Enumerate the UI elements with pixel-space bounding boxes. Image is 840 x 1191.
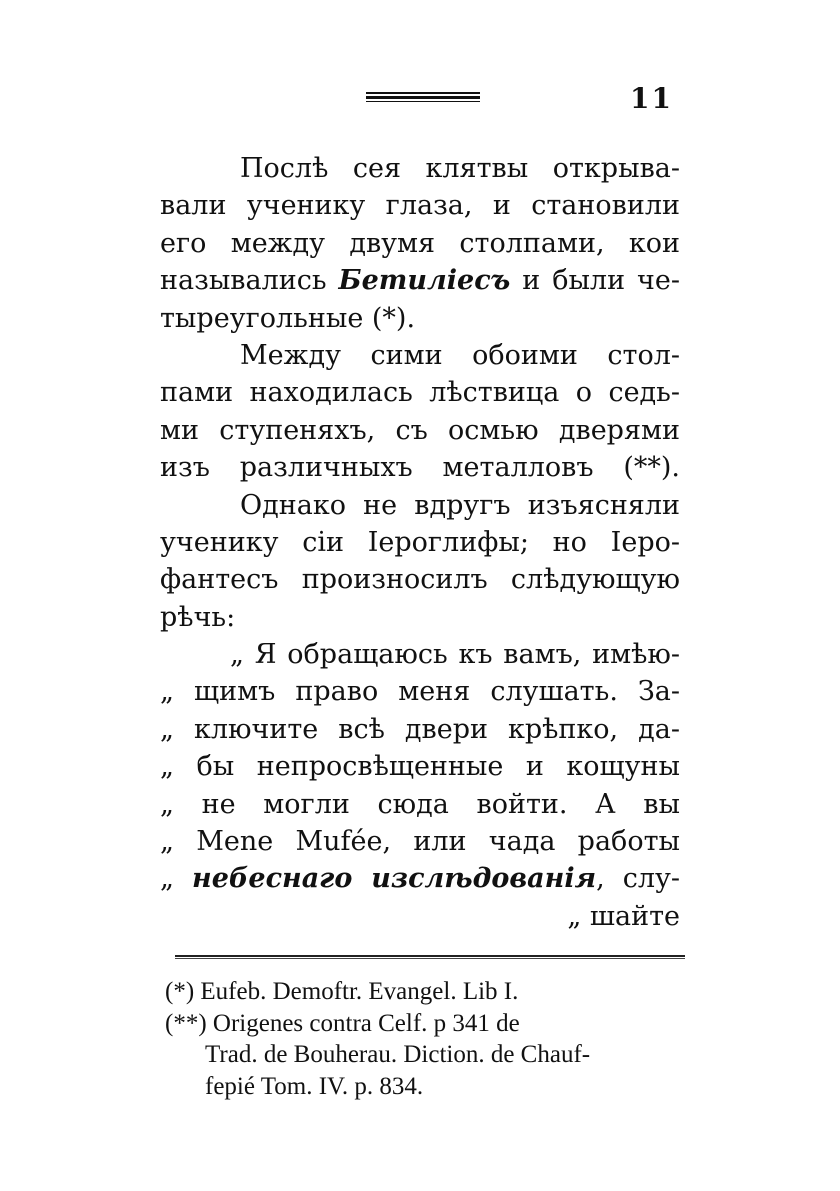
- text-line: его между двумя столпами, кои: [160, 227, 680, 259]
- text-line: изъ различныхъ металловъ (**).: [160, 452, 680, 484]
- text-line: Однако не вдругъ изъясняли: [240, 489, 680, 521]
- footnote-line: Trad. de Bouherau. Diction. de Chauf-: [205, 1041, 591, 1068]
- body-text: [160, 150, 680, 935]
- text-span: , слу-: [596, 863, 680, 895]
- text-line: Между сими обоими стол-: [240, 339, 680, 371]
- text-line: Послѣ сея клятвы открыва-: [240, 153, 680, 184]
- quote-line: „ Mene Mufée, или чада работы: [160, 826, 680, 858]
- text-line: тыреугольные (*).: [160, 302, 416, 334]
- quote-mark: „: [160, 863, 174, 895]
- quote-line: „ щимъ право меня слушать. За-: [160, 676, 680, 708]
- footnote-line: fepié Tom. IV. p. 834.: [205, 1072, 424, 1100]
- text-line: вали ученику глаза, и становили: [160, 190, 680, 222]
- text-line: пами находилась лѣствица о седь-: [160, 377, 680, 409]
- footnote-line: (**) Origenes contra Celf. p 341 de: [165, 1009, 520, 1037]
- footnotes: [165, 976, 680, 1102]
- page-number: 11: [630, 82, 673, 115]
- text-line: фантесъ произносилъ слѣдующую: [160, 564, 680, 596]
- catchword: „ шайте: [567, 900, 680, 932]
- header-rule: [366, 92, 480, 102]
- text-line: ми ступеняхъ, съ осмью дверями: [160, 414, 680, 446]
- emphasized-term: Бетиліесъ: [338, 265, 511, 297]
- quote-line: [160, 860, 680, 897]
- quote-line: „ не могли сюда войти. А вы: [160, 788, 680, 820]
- quote-line: „ бы непросвѣщенные и кощуны: [160, 751, 680, 783]
- text-line: ученику сіи Іероглифы; но Іеро-: [160, 526, 680, 558]
- footnote-line: (*) Eufeb. Demoftr. Evangel. Lib I.: [165, 978, 519, 1005]
- text-span: назывались: [160, 265, 327, 297]
- quote-line: „ Я обращаюсь къ вамъ, имѣю-: [230, 639, 680, 671]
- footnote-rule: [175, 955, 685, 959]
- text-line: [160, 262, 680, 299]
- text-span: и были че-: [522, 265, 680, 297]
- quote-line: „ ключите всѣ двери крѣпко, да-: [160, 713, 680, 745]
- text-line: рѣчь:: [160, 601, 236, 633]
- emphasized-term: небеснаго изслѣдованія: [192, 863, 597, 895]
